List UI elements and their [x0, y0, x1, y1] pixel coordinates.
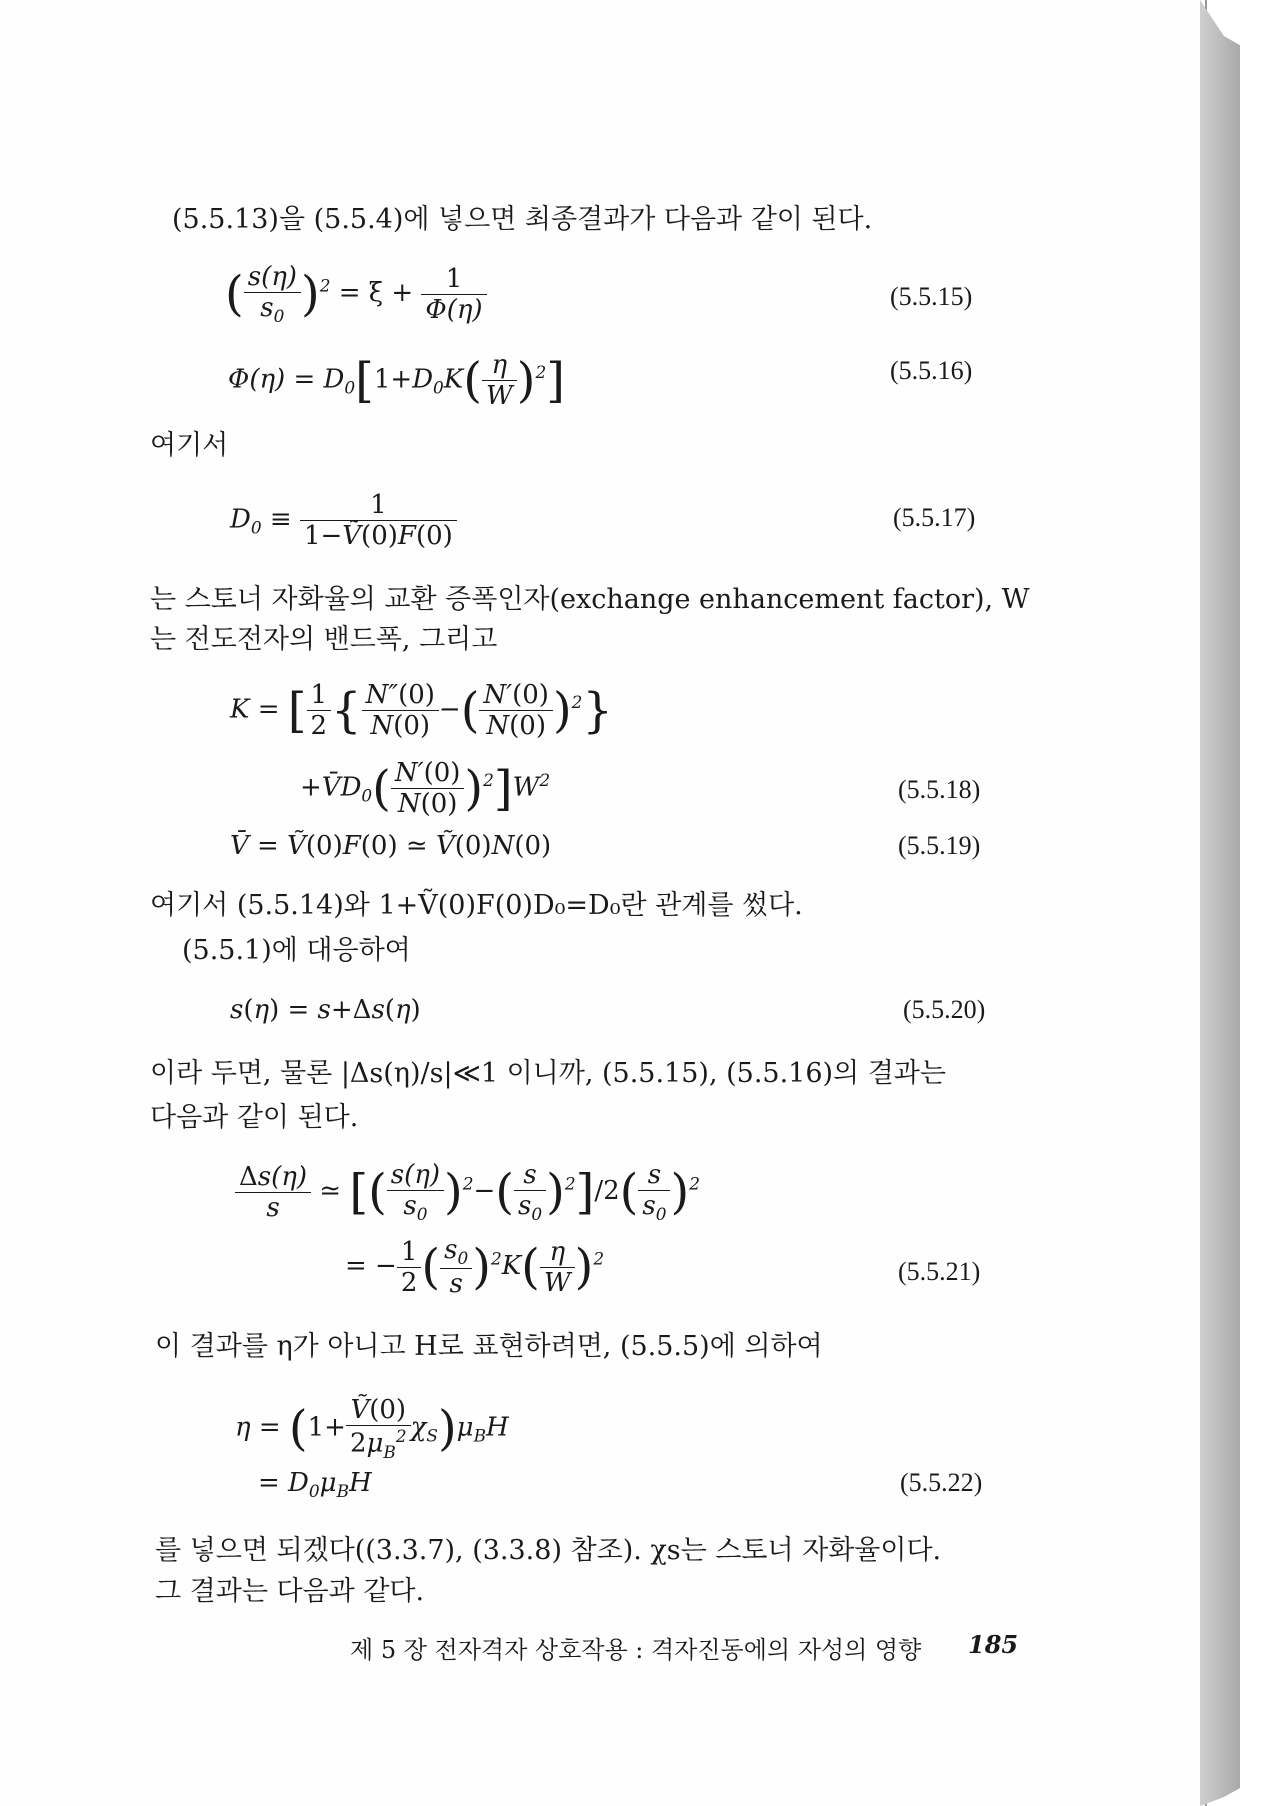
equation-5-5-20: s(η) = s+Δs(η) [230, 995, 421, 1025]
paragraph-intro: (5.5.13)을 (5.5.4)에 넣으면 최종결과가 다음과 같이 된다. [172, 204, 873, 235]
paragraph-substitute-line2: 그 결과는 다음과 같다. [155, 1576, 425, 1607]
equation-number-21: (5.5.21) [898, 1257, 981, 1286]
paragraph-setting-line1: 이라 두면, 물론 |Δs(η)/s|≪1 이니까, (5.5.15), (5.5.16)의 결과는 [150, 1058, 946, 1089]
equation-5-5-18-line1: K = [ $\frac{1}{2}$ { $\frac{N''(0)}{N(0)}$ −( $\frac{N'(0)}{N(0)}$ )$^2$} [230, 680, 613, 741]
equation-number-19: (5.5.19) [898, 831, 981, 860]
equation-5-5-21-line2: = − $\frac{1}{2}$ ( $\frac{s_0}{s}$ )$^2$K( $\frac{\eta}{W}$ )$^2$ [345, 1235, 605, 1300]
paragraph-enhancement-line1: 는 스토너 자화율의 교환 증폭인자(exchange enhancement factor), W [150, 584, 1030, 615]
page-number: 185 [968, 1630, 1019, 1659]
paragraph-express-h: 이 결과를 η가 아니고 H로 표현하려면, (5.5.5)에 의하여 [155, 1331, 823, 1362]
equation-5-5-21-line1: $\frac{\Delta s(\eta)}{s}$ ≃ [( $\frac{s(\eta)}{s_0}$ )$^2$−( $\frac{s}{s_0}$ )$^2$]/2( $\frac{s}{s_0}$ )$^2$ [235, 1160, 700, 1224]
paragraph-enhancement-line2: 는 전도전자의 밴드폭, 그리고 [150, 624, 498, 655]
running-footer-chapter: 제 5 장 전자격자 상호작용 : 격자진동에의 자성의 영향 [350, 1636, 922, 1664]
equation-5-5-22-line2: = $D_0\mu_BH$ [258, 1468, 372, 1502]
equation-number-20: (5.5.20) [903, 995, 986, 1024]
paragraph-setting-line2: 다음과 같이 된다. [150, 1102, 359, 1133]
equation-number-17: (5.5.17) [893, 503, 976, 532]
paragraph-relation: 여기서 (5.5.14)와 1+Ṽ(0)F(0)D₀=D₀란 관계를 썼다. [150, 890, 803, 921]
paragraph-corresponding: (5.5.1)에 대응하여 [182, 935, 411, 966]
equation-5-5-17: $D_0$ ≡ $\frac{1}{\text{1−Ṽ(0)F(0)}}$ [230, 490, 457, 551]
paragraph-substitute-line1: 를 넣으면 되겠다((3.3.7), (3.3.8) 참조). χs는 스토너 자화율이다. [155, 1535, 942, 1566]
page-edge-shadow [1200, 0, 1240, 1806]
equation-5-5-16: $\Phi(\eta) = D_0[1+D_0K$( $\frac{\eta}{W}$ )$^2$] [228, 350, 565, 411]
equation-number-22: (5.5.22) [900, 1468, 983, 1497]
equation-5-5-22-line1: η = (1+ $\frac{\text{Ṽ(0)}}{2\mu_B^2}$ $\chi_S)\mu_BH$ [235, 1395, 509, 1462]
equation-5-5-19: V̄ = Ṽ(0)F(0) ≃ Ṽ(0)N(0) [230, 831, 552, 861]
equation-number-16: (5.5.16) [890, 356, 973, 385]
paragraph-where: 여기서 [150, 430, 229, 461]
equation-5-5-18-line2: $+V̄D_0$( $\frac{N'(0)}{N(0)}$ )$^2]W^2$ [300, 758, 551, 819]
equation-5-5-15: ( $\frac{s(\eta)}{s_0}$ )$^2$ = ξ + $\frac{1}{\Phi(\eta)}$ [225, 262, 487, 326]
equation-number-15: (5.5.15) [890, 282, 973, 311]
equation-number-18: (5.5.18) [898, 775, 981, 804]
